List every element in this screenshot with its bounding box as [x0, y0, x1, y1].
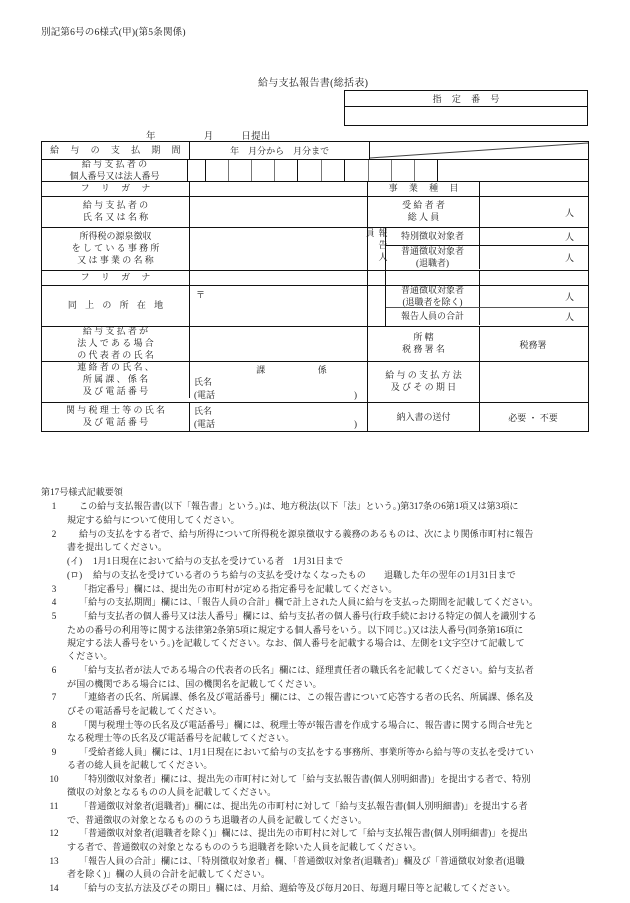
- recipients-total-label: [368, 197, 480, 227]
- submission-year-label: 年: [146, 132, 156, 142]
- instruction-line: 徴収の対象となるものの人員を記載してください。: [67, 787, 277, 798]
- tax-agent-value[interactable]: [190, 403, 368, 431]
- tax-agent-label-line2: 及 び 電 話 番 号: [82, 417, 149, 428]
- designated-number-input[interactable]: [345, 107, 587, 125]
- payer-name-value[interactable]: [190, 197, 368, 227]
- number-cell[interactable]: [345, 160, 369, 181]
- business-type-value[interactable]: [480, 182, 586, 196]
- contact-tel-close: ): [354, 390, 357, 401]
- contact-label-line3: 及 び 電 話 番 号: [82, 385, 149, 396]
- instruction-number: 10: [49, 774, 59, 785]
- instruction-line: が国の機関である場合には、国の機関名を記載してください。: [67, 678, 322, 689]
- instruction-line: 「普通徴収対象者(退職者)」欄には、提出先の市町村に対して「給与支払報告書(個人別明細書)」を提出する者: [79, 801, 528, 812]
- tax-agent-label-line1: 関 与 税 理 士 等 の 氏 名: [65, 405, 165, 416]
- payer-name-label: [42, 197, 190, 227]
- report-row-total-value[interactable]: 人: [564, 312, 574, 322]
- instruction-number: 4: [51, 597, 57, 608]
- instruction-line: 「関与税理士等の氏名及び電話番号」欄には、税理士等が報告書を作成する場合に、報告書に関する問合せ先と: [79, 719, 534, 730]
- report-row-special: [386, 228, 588, 246]
- number-cell[interactable]: [229, 160, 252, 181]
- instruction-subtext: 給与の支払を受けている者のうち給与の支払を受けなくなったもの 退職した年の翌年の1月31日まで: [93, 569, 516, 580]
- report-row-normal-retired-label: [386, 246, 480, 269]
- payment-method-label-line1: 給 与 の 支 払 方 法: [385, 370, 462, 381]
- instruction-number: 12: [49, 828, 59, 839]
- designated-number-header: 指 定 番 号: [345, 91, 587, 107]
- furigana-label-1: フ リ ガ ナ: [42, 182, 190, 196]
- instruction-line: 「報告人員の合計」欄には、「特別徴収対象者」欄、「普通徴収対象者(退職者)」欄及び「普通徴収対象者(退職: [79, 855, 525, 866]
- office-name-label-line2: を し て い る 事 務 所: [71, 243, 160, 254]
- tax-office-label: [368, 327, 480, 361]
- report-row-normal-excl-label-top: [386, 271, 480, 285]
- report-row-normal-retired: [386, 246, 588, 269]
- instruction-number: 7: [51, 692, 57, 703]
- instruction-number: 5: [51, 611, 57, 622]
- furigana-value-2[interactable]: [190, 271, 368, 285]
- instruction-line: 「給与の支払方法及びその期日」欄には、月給、週給等及び毎月20日、毎週月曜日等と記載してください。: [79, 882, 516, 893]
- contact-section-row: [190, 362, 367, 376]
- instructions-section: [41, 486, 592, 895]
- instructions-list: [41, 500, 592, 895]
- payer-name-label-line2: 氏 名 又 は 名 称: [82, 212, 149, 222]
- payer-number-label-line1: 給 与 支 払 者 の: [81, 158, 148, 169]
- taxagent-slip-row: [42, 403, 588, 431]
- report-row-normal-excluding-label-line2: (退職者を除く): [402, 296, 463, 307]
- payment-slip-label: 納入書の送付: [368, 403, 480, 431]
- representative-label-line2: 法 人 で あ る 場 合: [77, 338, 154, 349]
- postal-mark-icon: 〒: [196, 290, 206, 300]
- report-group-vertical-label-lower: [368, 286, 386, 326]
- payer-number-row: [42, 160, 588, 182]
- address-value[interactable]: [190, 286, 368, 326]
- instruction-number: 13: [49, 855, 59, 866]
- payment-method-label-line2: 及 び そ の 期 日: [390, 382, 457, 393]
- tax-agent-name-label: 氏名: [194, 406, 213, 417]
- instruction-subitem: [41, 569, 592, 582]
- instruction-line: ください。: [67, 651, 113, 662]
- payment-period-label: 給 与 の 支 払 期 間: [42, 142, 190, 159]
- contact-ka-label: 課: [256, 365, 266, 375]
- submission-suffix: 日提出: [241, 132, 271, 142]
- instruction-body: [67, 827, 592, 854]
- furigana-label-2: フ リ ガ ナ: [42, 271, 190, 285]
- address-report-row: [42, 286, 588, 327]
- instruction-line: 書を提出してください。: [67, 541, 168, 552]
- report-group-vertical-label: 報告人員: [368, 228, 386, 270]
- instruction-body: [67, 528, 592, 555]
- main-form-table: [41, 141, 589, 432]
- instruction-line: する者で、普通徴収の対象となるもののうち退職者を除いた人員を記載してください。: [67, 841, 422, 852]
- contact-name-tel[interactable]: [190, 376, 367, 402]
- report-group-lower: [386, 286, 588, 326]
- number-cell[interactable]: [322, 160, 345, 181]
- page-title: 給与支払報告書(総括表): [258, 78, 369, 89]
- office-name-label-line1: 所得税の源泉徴収: [79, 231, 152, 242]
- instruction-body: [67, 583, 592, 596]
- contact-label: [42, 362, 190, 398]
- instruction-subtext: 1月1日現在において給与の支払を受けている者 1月31日まで: [93, 555, 344, 566]
- report-row-normal-excl-value-top: [480, 271, 586, 285]
- office-report-row: [42, 228, 588, 271]
- instruction-body: [67, 882, 592, 895]
- report-row-normal-retired-value[interactable]: 人: [564, 253, 574, 263]
- payer-name-label-line1: 給 与 支 払 者 の: [82, 200, 149, 211]
- recipients-total-label-line1: 受 給 者 者: [402, 200, 445, 211]
- recipients-total-value[interactable]: 人: [564, 207, 574, 218]
- instruction-item: [41, 583, 592, 596]
- payment-slip-options[interactable]: 必要 ・ 不要: [508, 412, 558, 423]
- instruction-number: 11: [49, 801, 59, 812]
- payment-method-label: [368, 362, 480, 402]
- instruction-body: [67, 596, 592, 609]
- instruction-line: で、普通徴収の対象となるもののうち退職者の人員を記載してください。: [67, 814, 367, 825]
- instruction-item: [41, 827, 592, 854]
- number-cell[interactable]: [392, 160, 415, 181]
- representative-value[interactable]: [190, 327, 368, 361]
- report-row-normal-excluding-label: [386, 286, 480, 307]
- tax-agent-label: [42, 403, 190, 431]
- representative-taxoffice-row: [42, 327, 588, 362]
- instruction-line: 規定する給与について使用してください。: [67, 514, 240, 525]
- number-cell[interactable]: [369, 160, 392, 181]
- report-row-total-label: 報告人員の合計: [386, 308, 480, 325]
- instruction-number: 1: [51, 501, 57, 512]
- report-row-normal-excluding: [386, 286, 588, 308]
- submission-date-line: [100, 128, 271, 142]
- payer-number-label-line2: 個人番号又は法人番号: [69, 170, 160, 181]
- instruction-line: 「給与支払者が法人である場合の代表者の氏名」欄には、経理責任者の職氏名を記載してください。給与支払者: [79, 665, 534, 676]
- contact-label-line2: 所 属 課 、 係 名: [82, 374, 149, 385]
- number-cell[interactable]: [188, 160, 206, 181]
- report-row-normal-retired-label-line2: (退職者): [416, 257, 449, 268]
- instruction-line: なる税理士等の氏名及び電話番号を記載してください。: [67, 732, 295, 743]
- contact-value[interactable]: [190, 362, 368, 402]
- number-cell[interactable]: [275, 160, 298, 181]
- tax-agent-tel-row: [194, 418, 367, 431]
- instruction-line: 規定する法人番号をいう。)を記載してください。なお、個人番号を記載する場合は、左側を1文字空けて記載して: [67, 637, 525, 648]
- instruction-line: 者を除く)」欄の人員の合計を記載してください。: [67, 869, 271, 880]
- instruction-item: [41, 500, 592, 527]
- instruction-body: [67, 610, 592, 663]
- instruction-item: [41, 855, 592, 882]
- instruction-item: [41, 691, 592, 718]
- payer-number-label: [42, 160, 188, 181]
- instruction-line: 「連絡者の氏名、所属課、係名及び電話番号」欄には、この報告書について応答する者の氏名、所属課、係名及: [79, 692, 534, 703]
- instruction-item: [41, 773, 592, 800]
- furigana2-report-row: [42, 271, 588, 286]
- instruction-line: ための番号の利用等に関する法律第2条第5項に規定する個人番号をいう。以下同じ。)又は法人番号(同条第16項に: [67, 624, 524, 635]
- tax-agent-name-tel[interactable]: [190, 403, 367, 431]
- diagonal-line-icon: [370, 142, 588, 159]
- payer-name-row: [42, 197, 588, 228]
- report-row-normal-excluding-label-line1: 普通徴収対象者: [400, 284, 464, 295]
- instruction-body: [67, 719, 592, 746]
- report-group-vertical-spacer: [368, 271, 386, 285]
- tax-office-value[interactable]: 税務署: [519, 339, 547, 350]
- instruction-line: 給与の支払をする者で、給与所得について所得税を源泉徴収する義務のあるものは、次により関係市町村に報告: [79, 528, 534, 539]
- number-cell-tail[interactable]: [438, 160, 588, 181]
- office-name-value[interactable]: [190, 228, 368, 270]
- business-type-label: 事 業 種 目: [368, 182, 480, 196]
- instruction-number: 14: [49, 882, 59, 893]
- contact-tel-row: [194, 389, 367, 402]
- tax-agent-tel-open: (電話: [194, 419, 215, 430]
- instruction-item: [41, 882, 592, 895]
- contact-label-line1: 連 絡 者 の 氏 名 、: [77, 362, 154, 373]
- report-row-normal-retired-label-line1: 普通徴収対象者: [400, 245, 464, 256]
- payment-period-diagonal-area: [370, 142, 588, 159]
- instruction-line: 「給与の支払期間」欄には、「報告人員の合計」欄で計上された人員に給与を支払った期間を記載してください。: [79, 597, 539, 608]
- number-cell-grid[interactable]: [188, 160, 588, 181]
- number-cell[interactable]: [298, 160, 322, 181]
- number-cell[interactable]: [206, 160, 229, 181]
- instruction-line: 「受給者総人員」欄には、1月1日現在において給与の支払をする事務所、事業所等から給与等の支払を受けてい: [79, 746, 534, 757]
- form-code: 別記第6号の6様式(甲)(第5条関係): [41, 28, 186, 38]
- number-cell[interactable]: [415, 160, 438, 181]
- payment-period-value[interactable]: 年 月分から 月分まで: [190, 142, 371, 159]
- furigana-business-row: [42, 182, 588, 197]
- instruction-item: [41, 596, 592, 609]
- office-name-label-line3: 又 は 事 業 の 名 称: [77, 254, 154, 265]
- contact-name-label: 氏名: [194, 377, 213, 387]
- representative-label: [42, 327, 190, 361]
- report-row-special-label: 特別徴収対象者: [386, 228, 480, 245]
- submission-month-label: 月: [203, 132, 214, 142]
- instruction-item: [41, 610, 592, 663]
- instruction-item: [41, 800, 592, 827]
- instruction-body: [67, 664, 592, 691]
- instruction-submark: (イ): [67, 555, 83, 566]
- instruction-item: [41, 528, 592, 555]
- report-row-total: [386, 308, 588, 325]
- report-row-normal-excluding-value[interactable]: 人: [564, 292, 574, 302]
- payment-period-row: [42, 142, 588, 160]
- instruction-body: [67, 500, 592, 527]
- instruction-body: [67, 691, 592, 718]
- address-label: 同 上 の 所 在 地: [42, 286, 190, 326]
- instruction-line: 「給与支払者の個人番号又は法人番号」欄には、給与支払者の個人番号(行政手続における特定の個人を識別する: [79, 611, 537, 622]
- representative-label-line3: の 代 表 者 の 氏 名: [77, 349, 154, 360]
- instruction-line: 「特別徴収対象者」欄には、提出先の市町村に対して「給与支払報告書(個人別明細書)」を提出する者で、特別: [79, 774, 531, 785]
- instruction-number: 8: [51, 719, 57, 730]
- instruction-body: [67, 800, 592, 827]
- instruction-line: 「指定番号」欄には、提出先の市町村が定める指定番号を記載してください。: [79, 583, 398, 594]
- instruction-body: [67, 855, 592, 882]
- instruction-subitem: [41, 555, 592, 568]
- tax-agent-tel-close: ): [354, 419, 357, 430]
- office-name-label: [42, 228, 190, 270]
- tax-office-label-line2: 税 務 署 名: [402, 344, 445, 354]
- recipients-total-label-line2: 総 人 員: [407, 212, 440, 222]
- instruction-body: [67, 773, 592, 800]
- report-group-upper: [386, 228, 588, 270]
- instruction-item: [41, 664, 592, 691]
- instruction-number: 2: [51, 528, 57, 539]
- instruction-number: 6: [51, 665, 57, 676]
- contact-tel-open: (電話: [194, 390, 215, 401]
- instruction-line: この給与支払報告書(以下「報告書」という。)は、地方税法(以下「法」という。)第317条の6第1項又は第3項に: [79, 501, 519, 512]
- furigana-value-1[interactable]: [190, 182, 368, 196]
- tax-office-label-line1: 所 轄: [413, 332, 434, 343]
- contact-paymentmethod-row: [42, 362, 588, 403]
- number-cell[interactable]: [252, 160, 275, 181]
- designated-number-box: [344, 90, 588, 126]
- instruction-number: 3: [51, 583, 57, 594]
- instruction-line: る者の総人員を記載してください。: [67, 760, 213, 771]
- instruction-submark: (ロ): [67, 569, 83, 580]
- instructions-title: 第17号様式記載要領: [41, 487, 123, 497]
- instruction-body: [67, 746, 592, 773]
- contact-kakari-label: 係: [317, 365, 327, 375]
- instruction-line: 「普通徴収対象者(退職者を除く)」欄には、提出先の市町村に対して「給与支払報告書(個人別明細書)」を提出: [79, 828, 528, 839]
- instruction-item: [41, 719, 592, 746]
- report-row-special-value[interactable]: 人: [564, 232, 574, 242]
- instruction-number: 9: [51, 746, 57, 757]
- representative-label-line1: 給 与 支 払 者 が: [82, 326, 149, 337]
- instruction-line: びその電話番号を記載してください。: [67, 705, 222, 716]
- instruction-item: [41, 746, 592, 773]
- payment-method-value[interactable]: [480, 362, 586, 402]
